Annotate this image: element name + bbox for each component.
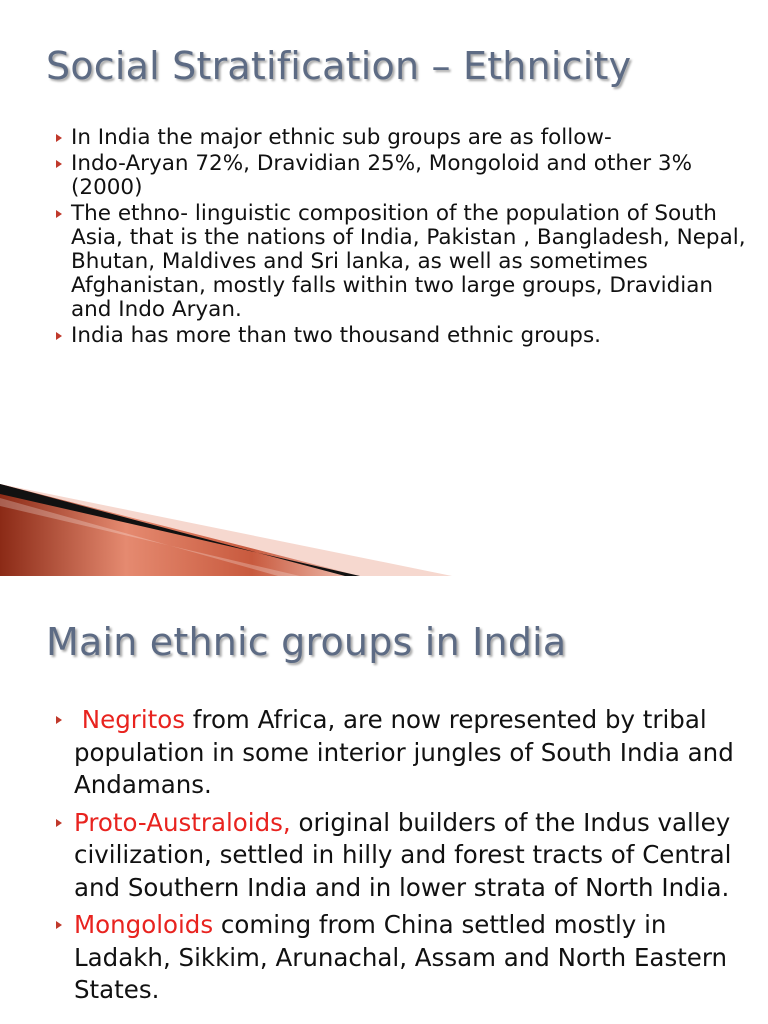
bullet-arrow-icon bbox=[56, 210, 62, 218]
ethnic-group-term: Negritos bbox=[81, 705, 185, 734]
bullet-text: The ethno- linguistic composition of the population of South Asia, that is the nations of India, Pakistan , Bangladesh, Nepal, Bhutan, Maldives and Sri lanka, as well as sometimes Afghanistan, mostly falls within two large groups, Dravidian and Indo Aryan. bbox=[71, 201, 746, 322]
slide-2-bullet-list bbox=[54, 704, 754, 1012]
slide-1-bullet-list bbox=[54, 126, 754, 350]
bullet-item bbox=[54, 909, 754, 1007]
bullet-prefix bbox=[74, 705, 82, 734]
slide-1-title: Social Stratification – Ethnicity bbox=[46, 44, 632, 88]
slide-corner-decoration bbox=[0, 480, 768, 576]
slide-2 bbox=[0, 576, 768, 1024]
bullet-item bbox=[54, 807, 754, 905]
bullet-item bbox=[54, 126, 754, 150]
bullet-arrow-icon bbox=[56, 160, 62, 168]
bullet-text: coming from China settled mostly in Ladakh, Sikkim, Arunachal, Assam and North Eastern States. bbox=[74, 910, 728, 1004]
bullet-item bbox=[54, 704, 754, 802]
bullet-arrow-icon bbox=[56, 716, 62, 724]
bullet-item bbox=[54, 202, 754, 322]
ethnic-group-term: Proto-Australoids, bbox=[74, 807, 291, 837]
bullet-item bbox=[54, 152, 754, 200]
bullet-text: In India the major ethnic sub groups are as follow- bbox=[71, 125, 612, 150]
bullet-text: India has more than two thousand ethnic groups. bbox=[71, 323, 601, 348]
bullet-arrow-icon bbox=[56, 921, 62, 929]
bullet-arrow-icon bbox=[56, 134, 62, 142]
bullet-text: original builders of the Indus valley civilization, settled in hilly and forest tracts of Central and Southern India and in lower strata of North India. bbox=[74, 807, 732, 902]
bullet-arrow-icon bbox=[56, 819, 62, 827]
bullet-text: from Africa, are now represented by tribal population in some interior jungles of South India and Andamans. bbox=[74, 705, 734, 799]
bullet-arrow-icon bbox=[56, 332, 62, 340]
bullet-text: Indo-Aryan 72%, Dravidian 25%, Mongoloid and other 3% (2000) bbox=[71, 151, 693, 200]
ethnic-group-term: Mongoloids bbox=[74, 910, 214, 939]
slide-2-title: Main ethnic groups in India bbox=[46, 620, 567, 664]
bullet-item bbox=[54, 324, 754, 348]
